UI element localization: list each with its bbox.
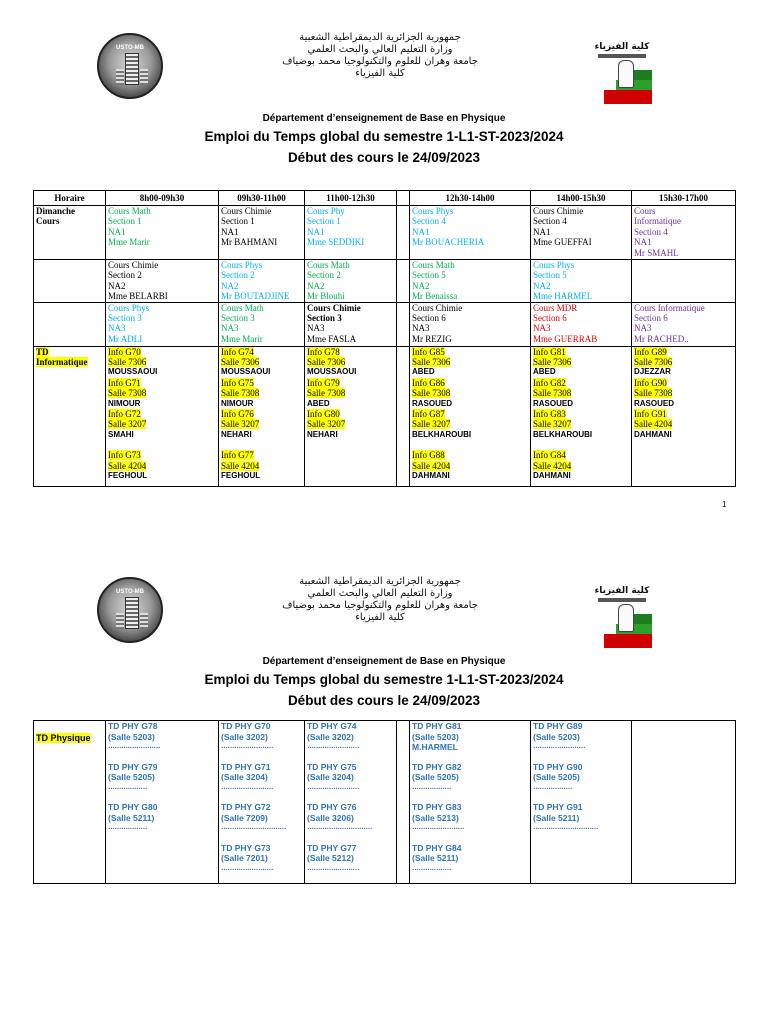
group-label: TD PHY G74 xyxy=(307,721,357,731)
course-line: Mme GUEFFAI xyxy=(533,237,592,248)
room-label: Salle 3207 xyxy=(108,419,147,430)
course-cell xyxy=(531,302,632,346)
course-line: NA2 xyxy=(307,280,325,291)
course-cell xyxy=(632,302,736,346)
teacher-name: DAHMANI xyxy=(533,471,571,481)
group-label: Info G84 xyxy=(533,450,566,461)
spacer xyxy=(412,440,528,450)
course-line: Cours Phys xyxy=(412,206,454,216)
column-header xyxy=(397,191,410,206)
logo-left-text: USTO-MB xyxy=(116,45,144,51)
course-line: Section 5 xyxy=(412,270,446,281)
td-group xyxy=(412,762,528,794)
course-line: Cours Chimie xyxy=(221,206,272,216)
row-label-line: Cours xyxy=(36,216,60,227)
room-label: Salle 4204 xyxy=(634,419,673,430)
td-physique-row xyxy=(34,721,736,884)
group-label: Info G73 xyxy=(108,450,141,461)
teacher-name: RASOUED xyxy=(634,398,675,408)
teacher-name: BELKHAROUBI xyxy=(533,429,593,439)
course-line: Cours Phys xyxy=(108,302,150,313)
teacher-placeholder: ……………… xyxy=(412,864,451,872)
course-line: Section 6 xyxy=(634,313,668,324)
teacher-name: MOUSSAOUI xyxy=(108,367,158,377)
group-label: Info G71 xyxy=(108,377,141,388)
room-label: Salle 7306 xyxy=(533,357,572,368)
td-cell xyxy=(219,721,305,884)
room-label: Salle 7306 xyxy=(634,357,673,368)
group-label: Info G79 xyxy=(307,377,340,388)
room-label: Salle 7306 xyxy=(108,357,147,368)
course-line: Mme BELARBI xyxy=(108,291,168,302)
course-line: Cours Phys xyxy=(221,260,263,270)
column-header: Horaire xyxy=(34,191,106,206)
page-title: Emploi du Temps global du semestre 1-L1-ST-2023/2024 xyxy=(204,129,564,144)
room-label: (Salle 5211) xyxy=(108,812,155,823)
td-group xyxy=(533,762,629,794)
group-label: TD PHY G77 xyxy=(307,842,357,853)
td-group xyxy=(307,802,394,834)
course-line: Mme Marir xyxy=(221,333,263,344)
td-cell xyxy=(305,346,397,486)
course-line: Mr BAHMANI xyxy=(221,237,278,248)
group-label: Info G70 xyxy=(108,346,141,357)
teacher-name: ABED xyxy=(307,398,330,408)
teacher-name: MOUSSAOUI xyxy=(221,367,271,377)
td-group xyxy=(307,762,394,794)
teacher-name: RASOUED xyxy=(412,398,453,408)
td-group xyxy=(108,762,216,794)
course-line: NA3 xyxy=(221,323,239,334)
course-line: Mr RACHED.. xyxy=(634,333,689,344)
course-line: NA1 xyxy=(221,226,239,237)
teacher-placeholder: ………………………… xyxy=(221,824,286,831)
teacher-name: ABED xyxy=(533,367,556,377)
course-line: Cours Math xyxy=(412,260,455,270)
teacher-name: ABED xyxy=(412,367,435,377)
group-label: Info G82 xyxy=(533,377,566,388)
course-line: Section 6 xyxy=(412,313,446,324)
teacher-placeholder: …………………… xyxy=(221,783,273,791)
faculty-logo-icon: كلية الفيزياء xyxy=(590,42,654,112)
td-group xyxy=(412,721,528,753)
teacher-name: NEHARI xyxy=(221,429,252,439)
td-cell xyxy=(397,346,410,486)
group-label: Info G86 xyxy=(412,377,445,388)
course-line: NA3 xyxy=(533,323,551,334)
td-cell xyxy=(410,346,531,486)
teacher-placeholder: …………………… xyxy=(221,743,273,750)
row-label xyxy=(34,302,106,346)
group-label: Info G75 xyxy=(221,377,254,388)
arabic-header: جمهورية الجزائرية الديمقراطية الشعبية وزارة التعليم العالي والبحث العلمي جامعة وهران للعلوم والتكنولوجيا محمد بوضياف كلية الفيزياء xyxy=(282,576,478,623)
td-physique-table xyxy=(33,720,736,884)
table-row xyxy=(34,302,736,346)
room-label: Salle 7308 xyxy=(108,388,147,399)
group-label: Info G91 xyxy=(634,409,667,420)
start-date: Début des cours le 24/09/2023 xyxy=(287,150,481,165)
teacher-name: FEGHOUL xyxy=(221,471,261,481)
university-logo-icon xyxy=(97,33,163,99)
room-label: (Salle 5205) xyxy=(108,772,155,782)
group-label: Info G87 xyxy=(412,409,445,420)
table-row xyxy=(34,260,736,303)
column-header: 12h30-14h00 xyxy=(410,191,531,206)
course-line: Cours Phys xyxy=(533,260,575,270)
course-line: Mr Blouhi xyxy=(307,291,345,302)
row-label-line: TD Physique xyxy=(36,733,91,743)
course-line: Mme SEDDIKI xyxy=(307,237,365,248)
course-cell xyxy=(106,260,219,303)
start-date: Début des cours le 24/09/2023 xyxy=(287,693,481,708)
row-label xyxy=(34,346,106,486)
course-line: NA3 xyxy=(307,323,325,334)
column-header: 15h30-17h00 xyxy=(632,191,736,206)
page-number: 1 xyxy=(722,500,727,509)
schedule-header-row xyxy=(34,191,736,206)
course-cell xyxy=(410,302,531,346)
column-header: 09h30-11h00 xyxy=(219,191,305,206)
course-line: Section 1 xyxy=(307,216,341,227)
td-cell xyxy=(106,346,219,486)
group-label: TD PHY G91 xyxy=(533,802,583,812)
group-label: TD PHY G84 xyxy=(412,842,462,853)
row-label-line: Informatique xyxy=(36,357,88,368)
room-label: (Salle 5205) xyxy=(533,772,580,782)
teacher-name: RASOUED xyxy=(533,398,574,408)
course-line: Cours xyxy=(634,206,656,216)
group-label: Info G81 xyxy=(533,346,566,357)
teacher-name: FEGHOUL xyxy=(108,471,148,481)
course-line: Section 3 xyxy=(307,313,342,324)
course-cell xyxy=(305,206,397,260)
td-group xyxy=(221,802,302,834)
td-group xyxy=(221,762,302,794)
teacher-placeholder: …………………… xyxy=(307,864,359,872)
course-line: Mr SMAHL xyxy=(634,247,679,258)
room-label: Salle 7306 xyxy=(307,357,346,368)
course-line: Cours Chimie xyxy=(533,206,584,216)
row-label-line: Dimanche xyxy=(36,206,75,216)
row-label xyxy=(34,260,106,303)
row-label-line: TD xyxy=(36,346,49,357)
room-label: (Salle 3202) xyxy=(221,731,268,742)
room-label: Salle 4204 xyxy=(533,460,572,471)
department-title: Département d’enseignement de Base en Physique xyxy=(262,656,506,667)
group-label: TD PHY G82 xyxy=(412,761,462,772)
course-line: Cours Math xyxy=(108,206,151,216)
group-label: TD PHY G90 xyxy=(533,761,583,772)
course-line: Mr ADLI xyxy=(108,333,143,344)
course-line: Cours MDR xyxy=(533,302,578,313)
group-label: TD PHY G73 xyxy=(221,842,271,853)
td-cell xyxy=(219,346,305,486)
department-title: Département d’enseignement de Base en Physique xyxy=(262,113,506,124)
course-line: Mr REZIG xyxy=(412,333,452,344)
teacher-name: SMAHI xyxy=(108,429,134,439)
room-label: (Salle 7209) xyxy=(221,812,268,823)
course-line: Section 2 xyxy=(307,270,341,281)
teacher-name: NIMOUR xyxy=(221,398,254,408)
group-label: TD PHY G71 xyxy=(221,761,271,772)
schedule-table xyxy=(33,190,736,487)
teacher-placeholder: …………………… xyxy=(307,743,359,750)
course-line: NA1 xyxy=(533,226,551,237)
teacher-placeholder: ……………… xyxy=(412,783,451,791)
course-line: NA2 xyxy=(533,280,551,291)
course-line: NA2 xyxy=(108,280,126,291)
column-header: 8h00-09h30 xyxy=(106,191,219,206)
course-line: Mme Marir xyxy=(108,237,150,248)
group-label: TD PHY G78 xyxy=(108,721,158,731)
course-line: NA1 xyxy=(307,226,325,237)
course-line: Mme FASLA xyxy=(307,333,357,344)
td-group xyxy=(412,843,528,875)
course-line: Section 1 xyxy=(221,216,255,227)
course-line: Cours Math xyxy=(221,302,264,313)
course-line: Cours Math xyxy=(307,260,350,270)
td-cell xyxy=(632,721,736,884)
course-cell xyxy=(219,302,305,346)
td-cell xyxy=(397,721,410,884)
td-informatique-row xyxy=(34,346,736,486)
td-group xyxy=(307,843,394,875)
group-label: Info G85 xyxy=(412,346,445,357)
page-title: Emploi du Temps global du semestre 1-L1-ST-2023/2024 xyxy=(204,672,564,687)
course-line: Section 6 xyxy=(533,313,567,324)
page-2 xyxy=(0,560,768,960)
course-line: NA2 xyxy=(412,280,430,291)
td-cell xyxy=(305,721,397,884)
course-line: Mr BOUTADJINE xyxy=(221,291,290,302)
course-line: Cours Phy xyxy=(307,206,345,216)
room-label: Salle 3207 xyxy=(221,419,260,430)
column-header: 11h00-12h30 xyxy=(305,191,397,206)
course-cell xyxy=(397,260,410,303)
room-label: (Salle 5211) xyxy=(412,853,459,863)
course-cell xyxy=(397,302,410,346)
td-group xyxy=(221,721,302,753)
course-cell xyxy=(219,206,305,260)
teacher-placeholder: …………………… xyxy=(307,783,359,791)
td-group xyxy=(533,802,629,834)
spacer xyxy=(533,440,629,450)
td-group xyxy=(307,721,394,753)
teacher-name: DAHMANI xyxy=(412,471,450,481)
room-label: Salle 3207 xyxy=(533,419,572,430)
room-label: Salle 3207 xyxy=(412,419,451,430)
td-cell xyxy=(410,721,531,884)
room-label: Salle 7308 xyxy=(533,388,572,399)
course-cell xyxy=(305,260,397,303)
group-label: TD PHY G80 xyxy=(108,802,158,812)
course-cell xyxy=(410,206,531,260)
course-cell xyxy=(106,206,219,260)
teacher-placeholder: ……………… xyxy=(108,824,147,831)
course-cell xyxy=(305,302,397,346)
room-label: (Salle 5203) xyxy=(412,731,459,742)
teacher-placeholder: …………………… xyxy=(221,864,273,872)
course-line: Section 4 xyxy=(533,216,567,227)
course-cell xyxy=(219,260,305,303)
logo-left-text: USTO-MB xyxy=(116,589,144,595)
group-label: Info G72 xyxy=(108,409,141,420)
group-label: TD PHY G83 xyxy=(412,802,462,812)
td-group xyxy=(108,721,216,753)
course-line: Cours Chimie xyxy=(108,260,159,270)
course-line: Section 1 xyxy=(108,216,142,227)
group-label: Info G90 xyxy=(634,377,667,388)
td-group xyxy=(412,802,528,834)
course-line: NA1 xyxy=(412,226,430,237)
course-line: Section 2 xyxy=(221,270,255,281)
group-label: TD PHY G72 xyxy=(221,802,271,812)
teacher-placeholder: …………………… xyxy=(412,824,464,831)
course-line: Section 5 xyxy=(533,270,567,281)
teacher-name: MOUSSAOUI xyxy=(307,367,357,377)
room-label: Salle 7306 xyxy=(412,357,451,368)
group-label: Info G89 xyxy=(634,346,667,357)
course-cell xyxy=(531,260,632,303)
course-line: NA2 xyxy=(221,280,239,291)
td-cell xyxy=(632,346,736,486)
course-line: Mr Benaissa xyxy=(412,291,458,302)
course-line: Section 3 xyxy=(108,313,142,324)
room-label: Salle 7308 xyxy=(307,388,346,399)
room-label: (Salle 3202) xyxy=(307,731,354,742)
spacer xyxy=(221,440,302,450)
course-line: Cours Chimie xyxy=(412,302,463,313)
teacher-name: BELKHAROUBI xyxy=(412,429,472,439)
course-line: NA1 xyxy=(108,226,126,237)
course-line: Informatique xyxy=(634,216,681,227)
room-label: (Salle 5205) xyxy=(412,772,459,782)
room-label: (Salle 5203) xyxy=(533,731,580,742)
room-label: (Salle 5213) xyxy=(412,812,459,823)
group-label: TD PHY G79 xyxy=(108,761,158,772)
td-cell xyxy=(106,721,219,884)
group-label: Info G74 xyxy=(221,346,254,357)
group-label: Info G76 xyxy=(221,409,254,420)
room-label: Salle 7308 xyxy=(221,388,260,399)
teacher-placeholder: …………………… xyxy=(533,743,585,750)
course-line: NA3 xyxy=(108,323,126,334)
course-cell xyxy=(531,206,632,260)
group-label: TD PHY G75 xyxy=(307,761,357,772)
room-label: (Salle 5212) xyxy=(307,853,354,863)
row-label xyxy=(34,721,106,884)
course-cell xyxy=(410,260,531,303)
teacher-placeholder: ………………………… xyxy=(307,824,372,831)
td-group xyxy=(108,802,216,834)
course-line: Section 3 xyxy=(221,313,255,324)
teacher-name: M.HARMEL xyxy=(412,742,458,752)
course-line: Mme GUERRAB xyxy=(533,333,598,344)
course-line: Mme HARMEL xyxy=(533,291,593,302)
column-header: 14h00-15h30 xyxy=(531,191,632,206)
teacher-name: DAHMANI xyxy=(634,429,672,439)
room-label: Salle 4204 xyxy=(108,460,147,471)
faculty-logo-icon: كلية الفيزياء xyxy=(590,586,654,656)
td-group xyxy=(221,843,302,875)
room-label: Salle 7308 xyxy=(634,388,673,399)
table-row xyxy=(34,206,736,260)
teacher-placeholder: ……………… xyxy=(533,783,572,791)
teacher-placeholder: ……………… xyxy=(108,783,147,791)
group-label: TD PHY G70 xyxy=(221,721,271,731)
teacher-name: NIMOUR xyxy=(108,398,141,408)
course-line: NA3 xyxy=(412,323,430,334)
td-cell xyxy=(531,346,632,486)
spacer xyxy=(108,440,216,450)
room-label: Salle 4204 xyxy=(221,460,260,471)
course-cell xyxy=(106,302,219,346)
room-label: (Salle 7201) xyxy=(221,853,268,863)
room-label: (Salle 5211) xyxy=(533,812,580,823)
room-label: Salle 7306 xyxy=(221,357,260,368)
course-line: Mr BOUACHERIA xyxy=(412,237,485,248)
group-label: Info G88 xyxy=(412,450,445,461)
td-cell xyxy=(531,721,632,884)
row-label xyxy=(34,206,106,260)
arabic-header: جمهورية الجزائرية الديمقراطية الشعبية وزارة التعليم العالي والبحث العلمي جامعة وهران للعلوم والتكنولوجيا محمد بوضياف كلية الفيزياء xyxy=(282,32,478,79)
course-line: Section 4 xyxy=(412,216,446,227)
course-line: NA3 xyxy=(634,323,652,334)
group-label: TD PHY G89 xyxy=(533,721,583,731)
teacher-name: NEHARI xyxy=(307,429,338,439)
room-label: (Salle 3204) xyxy=(307,772,354,782)
group-label: Info G80 xyxy=(307,409,340,420)
course-line: NA1 xyxy=(634,237,652,248)
course-line: Section 4 xyxy=(634,226,668,237)
td-group xyxy=(533,721,629,753)
teacher-placeholder: …………………… xyxy=(108,743,160,750)
teacher-placeholder: ………………………… xyxy=(533,824,598,831)
room-label: Salle 4204 xyxy=(412,460,451,471)
room-label: Salle 3207 xyxy=(307,419,346,430)
course-cell xyxy=(397,206,410,260)
room-label: (Salle 3204) xyxy=(221,772,268,782)
course-line: Section 2 xyxy=(108,270,142,281)
teacher-name: DJEZZAR xyxy=(634,367,671,377)
room-label: Salle 7308 xyxy=(412,388,451,399)
university-logo-icon xyxy=(97,577,163,643)
group-label: Info G83 xyxy=(533,409,566,420)
group-label: TD PHY G81 xyxy=(412,721,462,731)
room-label: (Salle 5203) xyxy=(108,731,155,742)
course-line: Cours Informatique xyxy=(634,302,705,313)
course-cell xyxy=(632,260,736,303)
group-label: Info G77 xyxy=(221,450,254,461)
room-label: (Salle 3206) xyxy=(307,812,354,823)
group-label: TD PHY G76 xyxy=(307,802,357,812)
course-cell xyxy=(632,206,736,260)
group-label: Info G78 xyxy=(307,346,340,357)
course-line: Cours Chimie xyxy=(307,302,361,313)
